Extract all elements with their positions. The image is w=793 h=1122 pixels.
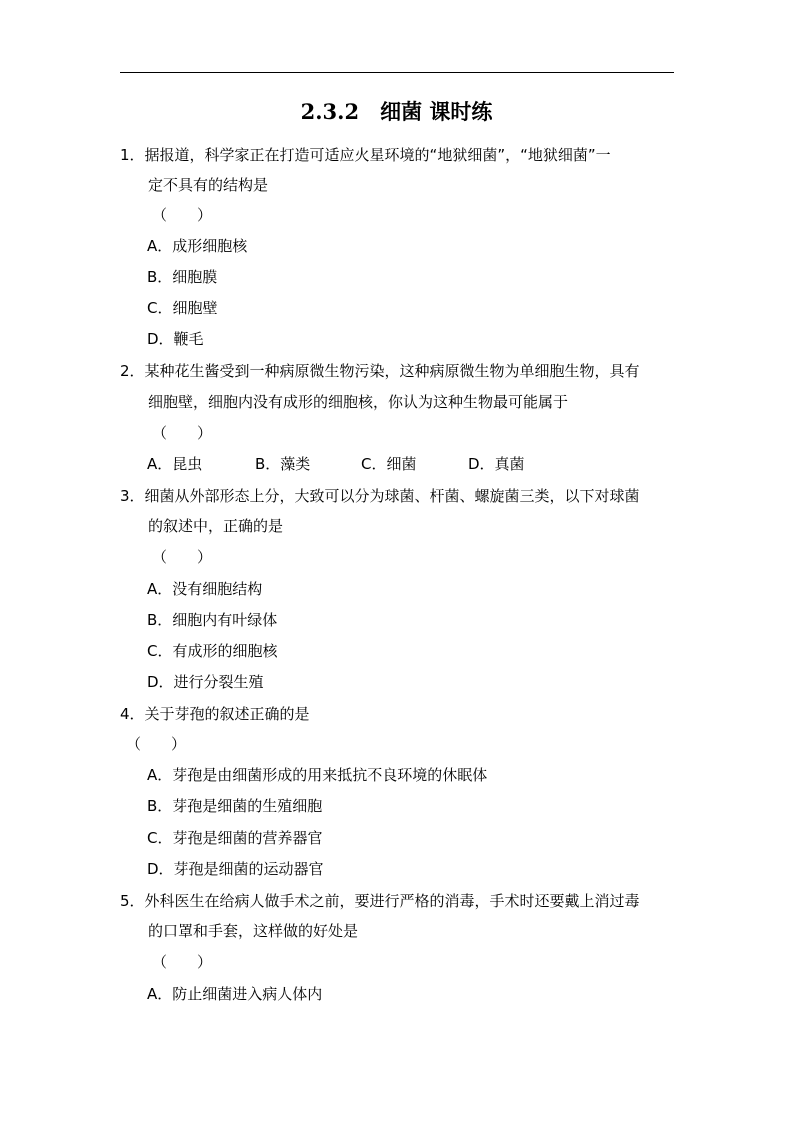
question-5-option-a: A．防止细菌进入病人体内: [147, 985, 323, 1003]
question-3-line-1: 3．细菌从外部形态上分，大致可以分为球菌、杆菌、螺旋菌三类，以下对球菌: [120, 487, 640, 505]
question-3-option-b: B．细胞内有叶绿体: [147, 611, 278, 629]
question-5-line-2: 的口罩和手套，这样做的好处是: [148, 922, 359, 940]
question-4-option-b: B．芽孢是细菌的生殖细胞: [147, 797, 323, 815]
header-rule: [120, 72, 674, 73]
question-3-option-a: A．没有细胞结构: [147, 580, 263, 598]
question-4-line-1: 4．关于芽孢的叙述正确的是: [120, 705, 310, 723]
question-3-option-d: D．进行分裂生殖: [147, 673, 264, 691]
question-2-option-c: C．细菌: [361, 455, 417, 473]
question-1-line-2: 定不具有的结构是: [148, 176, 269, 194]
question-2-option-a: A．昆虫: [147, 455, 203, 473]
question-1-option-d: D．鞭毛: [147, 330, 204, 348]
question-5-line-1: 5．外科医生在给病人做手术之前，要进行严格的消毒，手术时还要戴上消过毒: [120, 892, 640, 910]
question-2-line-2: 细胞壁，细胞内没有成形的细胞核，你认为这种生物最可能属于: [148, 393, 569, 411]
question-4-answer-blank: （ ）: [126, 735, 187, 753]
question-4-option-c: C．芽孢是细菌的营养器官: [147, 829, 323, 847]
question-2-option-d: D．真菌: [468, 455, 525, 473]
question-3-answer-blank: （ ）: [152, 548, 213, 566]
question-1-option-b: B．细胞膜: [147, 268, 218, 286]
question-4-option-a: A．芽孢是由细菌形成的用来抵抗不良环境的休眠体: [147, 766, 488, 784]
question-3-option-c: C．有成形的细胞核: [147, 642, 278, 660]
question-4-option-d: D．芽孢是细菌的运动器官: [147, 860, 324, 878]
question-1-option-a: A．成形细胞核: [147, 237, 248, 255]
page-title: 2.3.2 细菌 课时练: [300, 99, 493, 124]
question-5-answer-blank: （ ）: [152, 953, 213, 971]
question-2-answer-blank: （ ）: [152, 424, 213, 442]
question-3-line-2: 的叙述中，正确的是: [148, 517, 284, 535]
question-2-option-b: B．藻类: [255, 455, 311, 473]
question-1-line-1: 1．据报道，科学家正在打造可适应火星环境的“地狱细菌”，“地狱细菌”一: [120, 146, 611, 164]
question-1-option-c: C．细胞壁: [147, 299, 218, 317]
question-2-line-1: 2．某种花生酱受到一种病原微生物污染，这种病原微生物为单细胞生物，具有: [120, 362, 640, 380]
question-1-answer-blank: （ ）: [152, 206, 213, 224]
